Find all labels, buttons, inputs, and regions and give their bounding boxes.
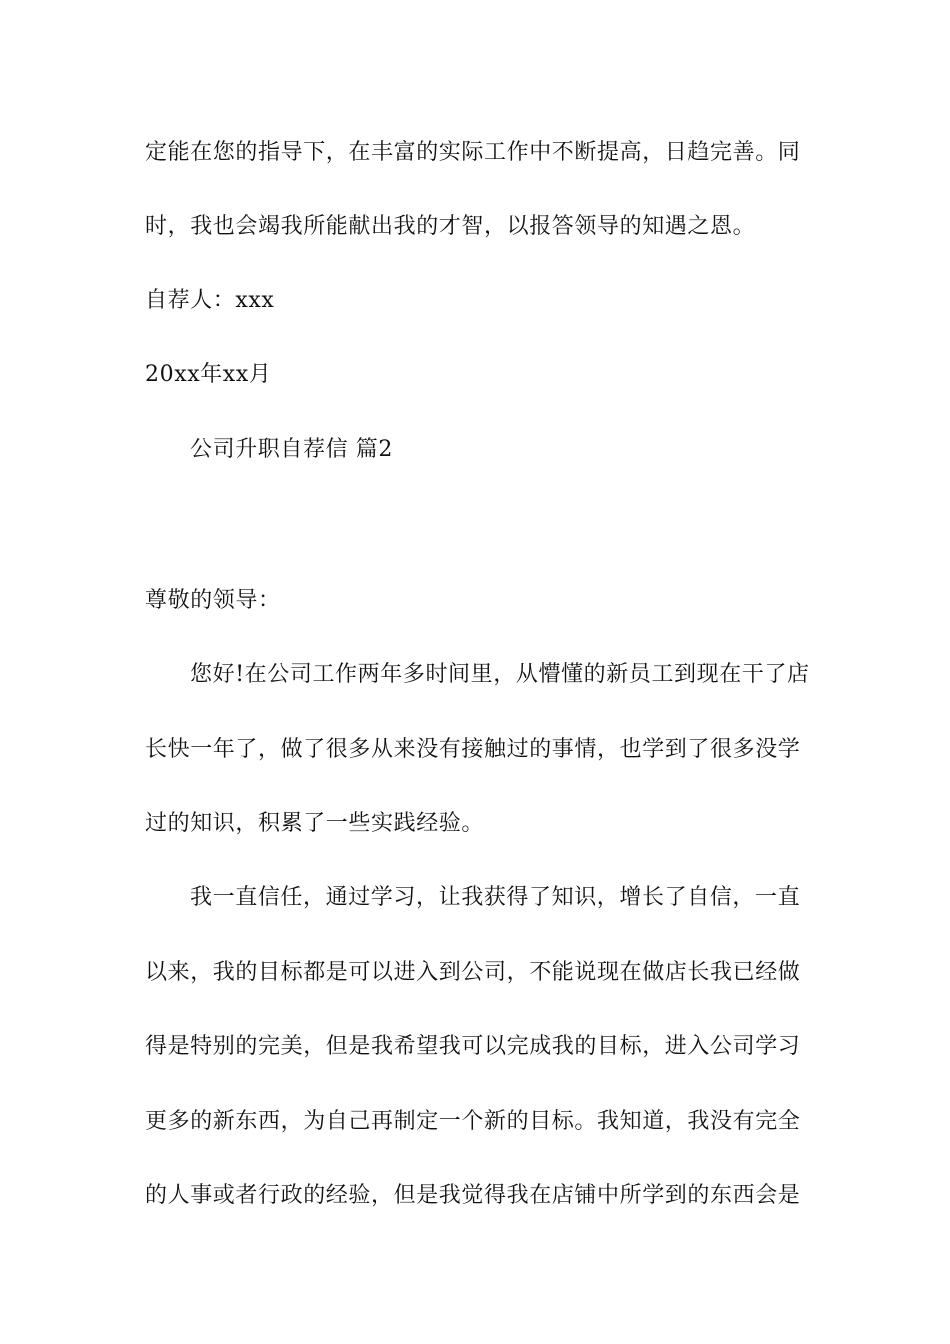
text-line: 我一直信任，通过学习，让我获得了知识，增长了自信，一直 bbox=[190, 885, 801, 910]
salutation: 尊敬的领导： bbox=[145, 588, 281, 613]
text-line: 更多的新东西，为自己再制定一个新的目标。我知道，我没有完全 bbox=[145, 1109, 801, 1134]
text-line: 过的知识，积累了一些实践经验。 bbox=[145, 811, 485, 836]
text-line: 得是特别的完美，但是我希望我可以完成我的目标，进入公司学习 bbox=[145, 1034, 801, 1059]
text-line: 长快一年了，做了很多从来没有接触过的事情，也学到了很多没学 bbox=[145, 737, 801, 762]
text-line: 的人事或者行政的经验，但是我觉得我在店铺中所学到的东西会是 bbox=[145, 1183, 801, 1208]
text-line: 时，我也会竭我所能献出我的才智，以报答领导的知遇之恩。 bbox=[145, 214, 756, 239]
section-heading: 公司升职自荐信 篇2 bbox=[190, 437, 393, 462]
date-line: 20xx年xx月 bbox=[145, 362, 272, 387]
text-line: 您好!在公司工作两年多时间里，从懵懂的新员工到现在干了店 bbox=[190, 662, 810, 687]
text-line: 以来，我的目标都是可以进入到公司，不能说现在做店长我已经做 bbox=[145, 960, 801, 985]
signature-line: 自荐人：xxx bbox=[145, 288, 275, 313]
text-line: 定能在您的指导下，在丰富的实际工作中不断提高，日趋完善。同 bbox=[145, 140, 801, 165]
